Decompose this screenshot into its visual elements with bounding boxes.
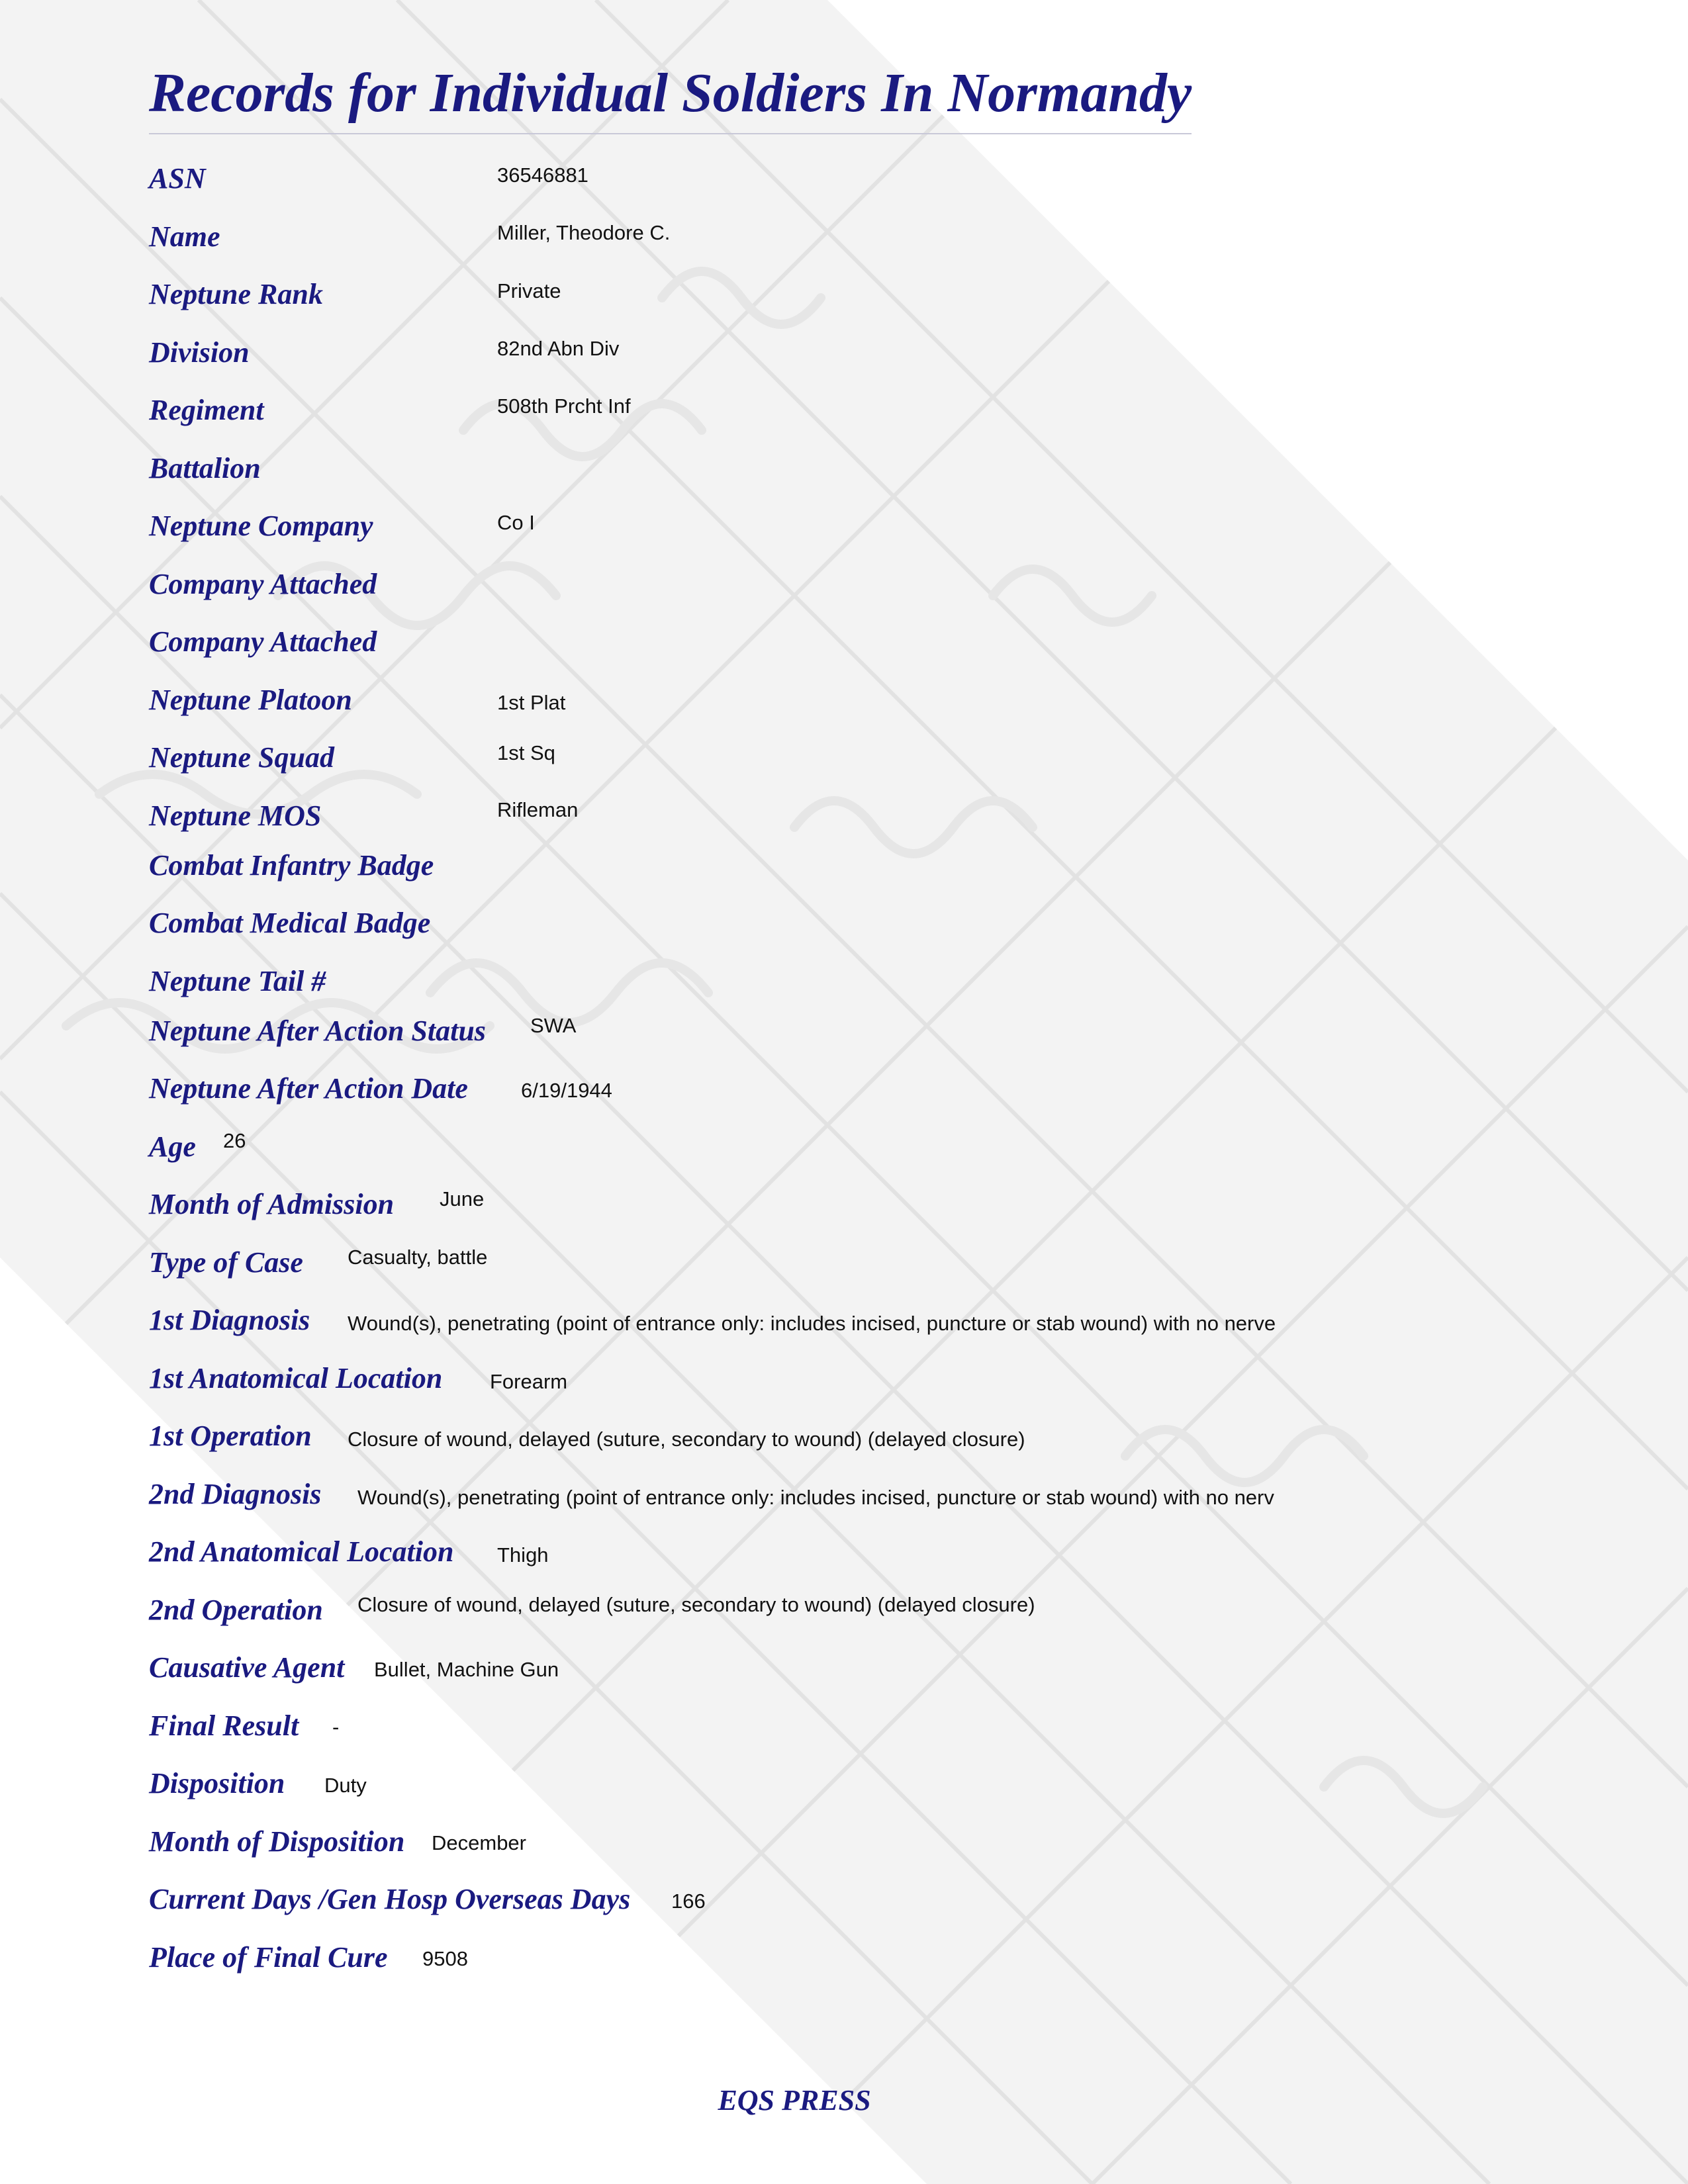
- tail-number-label: Neptune Tail #: [149, 965, 326, 997]
- company-attached-label: Company Attached: [149, 568, 377, 600]
- admission-month-label: Month of Admission: [149, 1188, 395, 1220]
- title-divider: [149, 133, 1192, 134]
- publisher-footer: EQS PRESS: [718, 2084, 871, 2116]
- anatomical-location-2-label: 2nd Anatomical Location: [149, 1535, 454, 1568]
- operation-1-label: 1st Operation: [149, 1420, 312, 1452]
- age-value: 26: [223, 1129, 246, 1152]
- case-type-label: Type of Case: [149, 1246, 303, 1279]
- diagnosis-2-value: Wound(s), penetrating (point of entrance only: includes incised, puncture or stab wound) with no nerv: [357, 1486, 1274, 1509]
- case-type-value: Casualty, battle: [348, 1246, 488, 1269]
- regiment-value: 508th Prcht Inf: [497, 394, 631, 418]
- rank-value: Private: [497, 279, 561, 302]
- name-value: Miller, Theodore C.: [497, 221, 671, 244]
- division-value: 82nd Abn Div: [497, 337, 620, 360]
- disposition-month-label: Month of Disposition: [149, 1825, 405, 1858]
- combat-infantry-badge-label: Combat Infantry Badge: [149, 849, 434, 882]
- disposition-value: Duty: [324, 1774, 367, 1797]
- company-attached-2-label: Company Attached: [149, 625, 377, 658]
- asn-label: ASN: [149, 162, 206, 195]
- overseas-days-value: 166: [671, 1889, 706, 1913]
- rank-label: Neptune Rank: [149, 278, 323, 310]
- squad-value: 1st Sq: [497, 741, 555, 764]
- disposition-month-value: December: [432, 1831, 526, 1854]
- final-result-value: -: [332, 1715, 340, 1739]
- company-label: Neptune Company: [149, 510, 373, 542]
- disposition-label: Disposition: [149, 1767, 285, 1799]
- mos-value: Rifleman: [497, 798, 579, 821]
- anatomical-location-1-value: Forearm: [490, 1370, 568, 1393]
- age-label: Age: [149, 1130, 196, 1163]
- operation-2-value: Closure of wound, delayed (suture, secondary to wound) (delayed closure): [357, 1593, 1035, 1616]
- operation-2-label: 2nd Operation: [149, 1594, 323, 1626]
- causative-agent-value: Bullet, Machine Gun: [374, 1658, 559, 1681]
- company-value: Co I: [497, 511, 535, 534]
- name-label: Name: [149, 220, 220, 253]
- admission-month-value: June: [440, 1187, 485, 1210]
- final-cure-place-value: 9508: [422, 1947, 468, 1970]
- after-action-status-value: SWA: [530, 1014, 577, 1037]
- battalion-label: Battalion: [149, 452, 261, 484]
- operation-1-value: Closure of wound, delayed (suture, secondary to wound) (delayed closure): [348, 1428, 1025, 1451]
- after-action-date-value: 6/19/1944: [521, 1079, 612, 1102]
- platoon-label: Neptune Platoon: [149, 684, 352, 716]
- asn-value: 36546881: [497, 163, 588, 187]
- mos-label: Neptune MOS: [149, 799, 322, 832]
- division-label: Division: [149, 336, 250, 369]
- final-cure-place-label: Place of Final Cure: [149, 1941, 388, 1974]
- overseas-days-label: Current Days /Gen Hosp Overseas Days: [149, 1883, 631, 1915]
- final-result-label: Final Result: [149, 1709, 299, 1742]
- page-title: Records for Individual Soldiers In Normandy: [149, 62, 1192, 124]
- regiment-label: Regiment: [149, 394, 264, 426]
- combat-medical-badge-label: Combat Medical Badge: [149, 907, 431, 939]
- diagnosis-2-label: 2nd Diagnosis: [149, 1478, 322, 1510]
- diagnosis-1-value: Wound(s), penetrating (point of entrance only: includes incised, puncture or stab wound) with no nerve: [348, 1312, 1276, 1335]
- after-action-status-label: Neptune After Action Status: [149, 1015, 486, 1047]
- causative-agent-label: Causative Agent: [149, 1651, 345, 1684]
- platoon-value: 1st Plat: [497, 691, 566, 714]
- anatomical-location-2-value: Thigh: [497, 1543, 549, 1567]
- squad-label: Neptune Squad: [149, 741, 334, 774]
- anatomical-location-1-label: 1st Anatomical Location: [149, 1362, 443, 1394]
- after-action-date-label: Neptune After Action Date: [149, 1072, 468, 1105]
- diagnosis-1-label: 1st Diagnosis: [149, 1304, 310, 1336]
